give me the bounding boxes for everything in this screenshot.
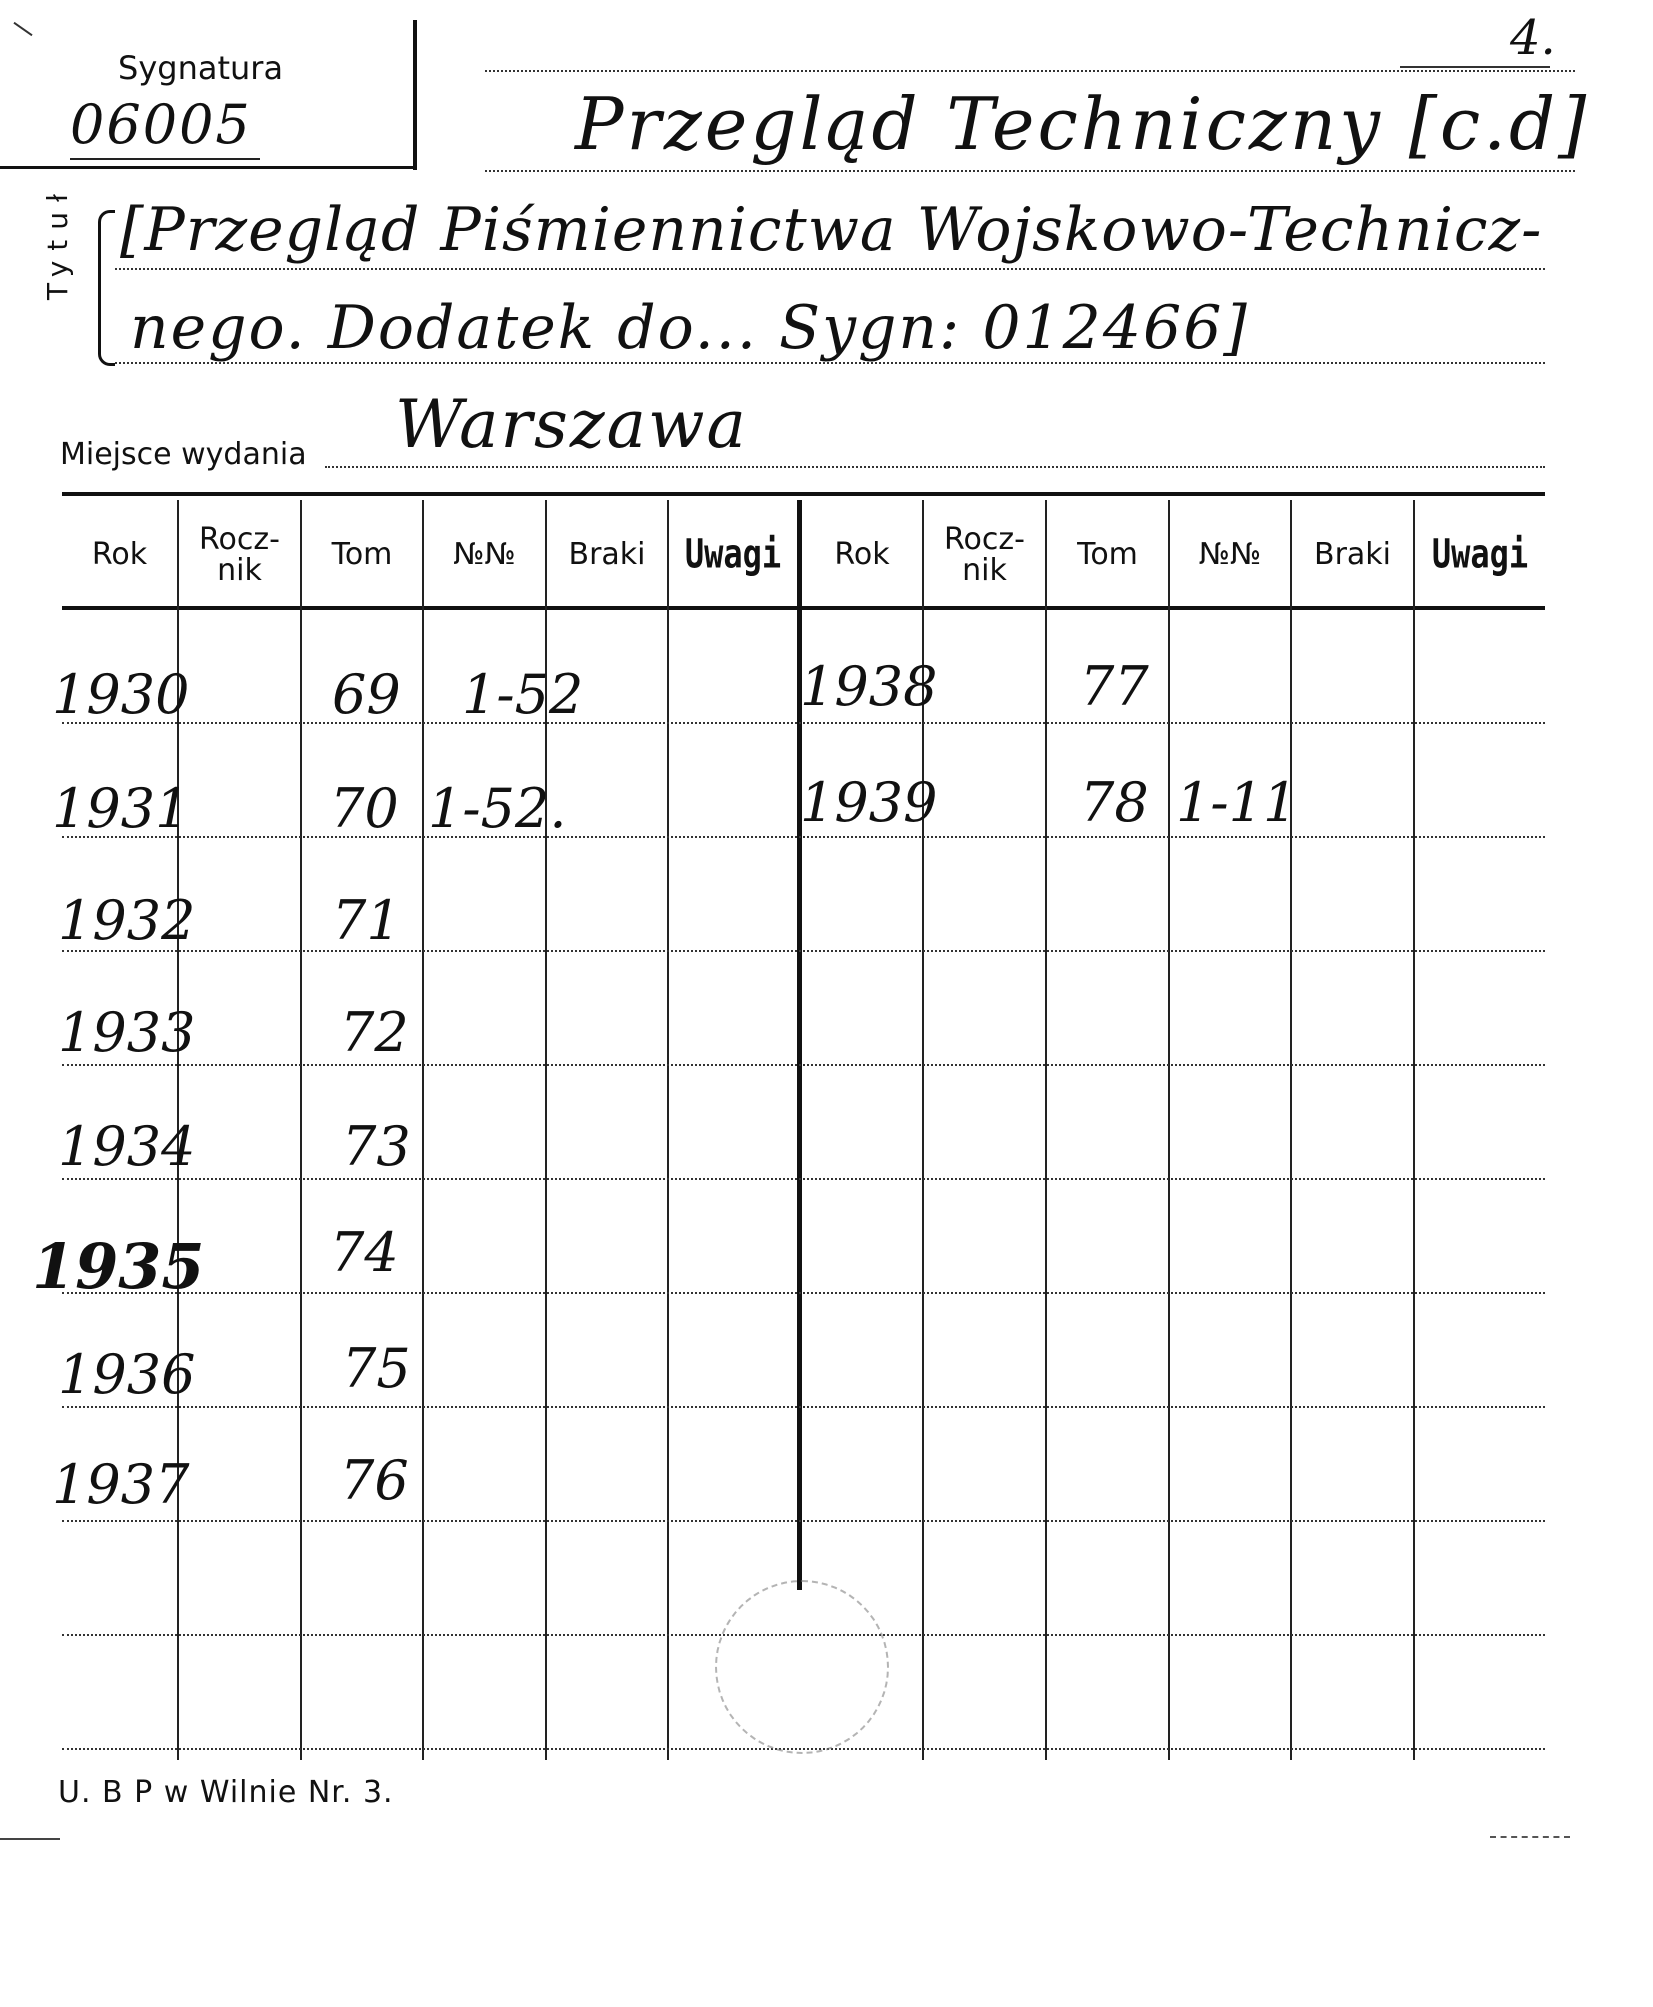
header-tom-left: Tom bbox=[331, 537, 393, 573]
title-line-2: [Przegląd Piśmiennictwa Wojskowo-Technicz- bbox=[120, 195, 1543, 265]
signature-box-right-border bbox=[413, 20, 417, 170]
right-rok: 1939 bbox=[800, 771, 938, 834]
left-rok: 1930 bbox=[52, 663, 190, 726]
left-numery: 1-52 bbox=[462, 663, 584, 726]
header-rocznik-left: Rocz- nik bbox=[199, 521, 280, 588]
title-line-2-dots bbox=[115, 268, 1545, 270]
left-rok: 1934 bbox=[58, 1115, 196, 1178]
header-rocznik-right: Rocz- nik bbox=[944, 521, 1025, 588]
stamp-trace bbox=[715, 1580, 889, 1754]
row-line bbox=[62, 722, 1545, 724]
edge-mark bbox=[0, 1838, 60, 1840]
right-rok: 1938 bbox=[800, 655, 938, 718]
place-label: Miejsce wydania bbox=[60, 437, 307, 472]
row-line bbox=[62, 1292, 1545, 1294]
left-rok: 1935 bbox=[32, 1230, 205, 1303]
left-tom: 73 bbox=[342, 1115, 411, 1178]
title-line-3: nego. Dodatek do... Sygn: 012466] bbox=[130, 293, 1249, 363]
corner-tick bbox=[13, 22, 32, 36]
header-numery-right: №№ bbox=[1198, 537, 1262, 573]
signature-box-bottom-border bbox=[0, 166, 415, 169]
title-line-1-dots bbox=[485, 170, 1575, 172]
signature-value: 06005 bbox=[70, 93, 252, 156]
title-line-0-dash bbox=[1400, 66, 1550, 68]
left-tom: 70 bbox=[330, 777, 399, 840]
left-tom: 69 bbox=[332, 663, 401, 726]
col-divider bbox=[422, 500, 424, 1760]
printer-footer: U. B P w Wilnie Nr. 3. bbox=[58, 1775, 394, 1810]
row-line bbox=[62, 950, 1545, 952]
left-tom: 75 bbox=[342, 1337, 411, 1400]
row-line bbox=[62, 1520, 1545, 1522]
left-rok: 1933 bbox=[58, 1001, 196, 1064]
left-rok: 1937 bbox=[52, 1453, 190, 1516]
row-line bbox=[62, 1064, 1545, 1066]
place-value: Warszawa bbox=[395, 386, 748, 463]
left-tom: 72 bbox=[340, 1001, 409, 1064]
header-tom-right: Tom bbox=[1077, 537, 1138, 573]
edge-mark bbox=[1490, 1836, 1570, 1840]
col-divider bbox=[300, 500, 302, 1760]
title-side-label: Tytuł bbox=[41, 184, 74, 300]
left-numery: 1-52. bbox=[428, 777, 567, 840]
header-rok-left: Rok bbox=[91, 537, 148, 573]
signature-underline bbox=[70, 158, 260, 160]
row-line bbox=[62, 1178, 1545, 1180]
right-tom: 77 bbox=[1080, 655, 1149, 718]
header-rok-right: Rok bbox=[834, 537, 890, 573]
col-divider bbox=[1413, 500, 1415, 1760]
left-tom: 74 bbox=[330, 1221, 399, 1284]
left-rok: 1931 bbox=[52, 777, 190, 840]
row-line bbox=[62, 1406, 1545, 1408]
place-dots bbox=[325, 466, 1545, 468]
left-rok: 1932 bbox=[58, 889, 196, 952]
header-braki-right: Braki bbox=[1313, 537, 1391, 573]
title-line-0-dots bbox=[485, 70, 1575, 72]
table-top-rule bbox=[62, 492, 1545, 496]
col-divider bbox=[667, 500, 669, 1760]
signature-label: Sygnatura bbox=[118, 49, 284, 87]
header-uwagi-right: Uwagi bbox=[1431, 530, 1529, 578]
row-line bbox=[62, 836, 1545, 838]
col-divider bbox=[1168, 500, 1170, 1760]
col-divider bbox=[1290, 500, 1292, 1760]
right-tom: 78 bbox=[1080, 771, 1149, 834]
page-mark: 4. bbox=[1510, 10, 1556, 66]
header-braki-left: Braki bbox=[568, 537, 646, 573]
header-uwagi-left: Uwagi bbox=[684, 530, 782, 578]
left-rok: 1936 bbox=[58, 1343, 196, 1406]
right-numery: 1-11 bbox=[1176, 771, 1298, 834]
header-numery-left: №№ bbox=[453, 537, 516, 573]
title-line-1: Przegląd Techniczny [c.d] bbox=[575, 82, 1590, 166]
left-tom: 71 bbox=[332, 889, 401, 952]
title-brace bbox=[98, 210, 115, 366]
left-tom: 76 bbox=[340, 1449, 409, 1512]
col-divider bbox=[1045, 500, 1047, 1760]
